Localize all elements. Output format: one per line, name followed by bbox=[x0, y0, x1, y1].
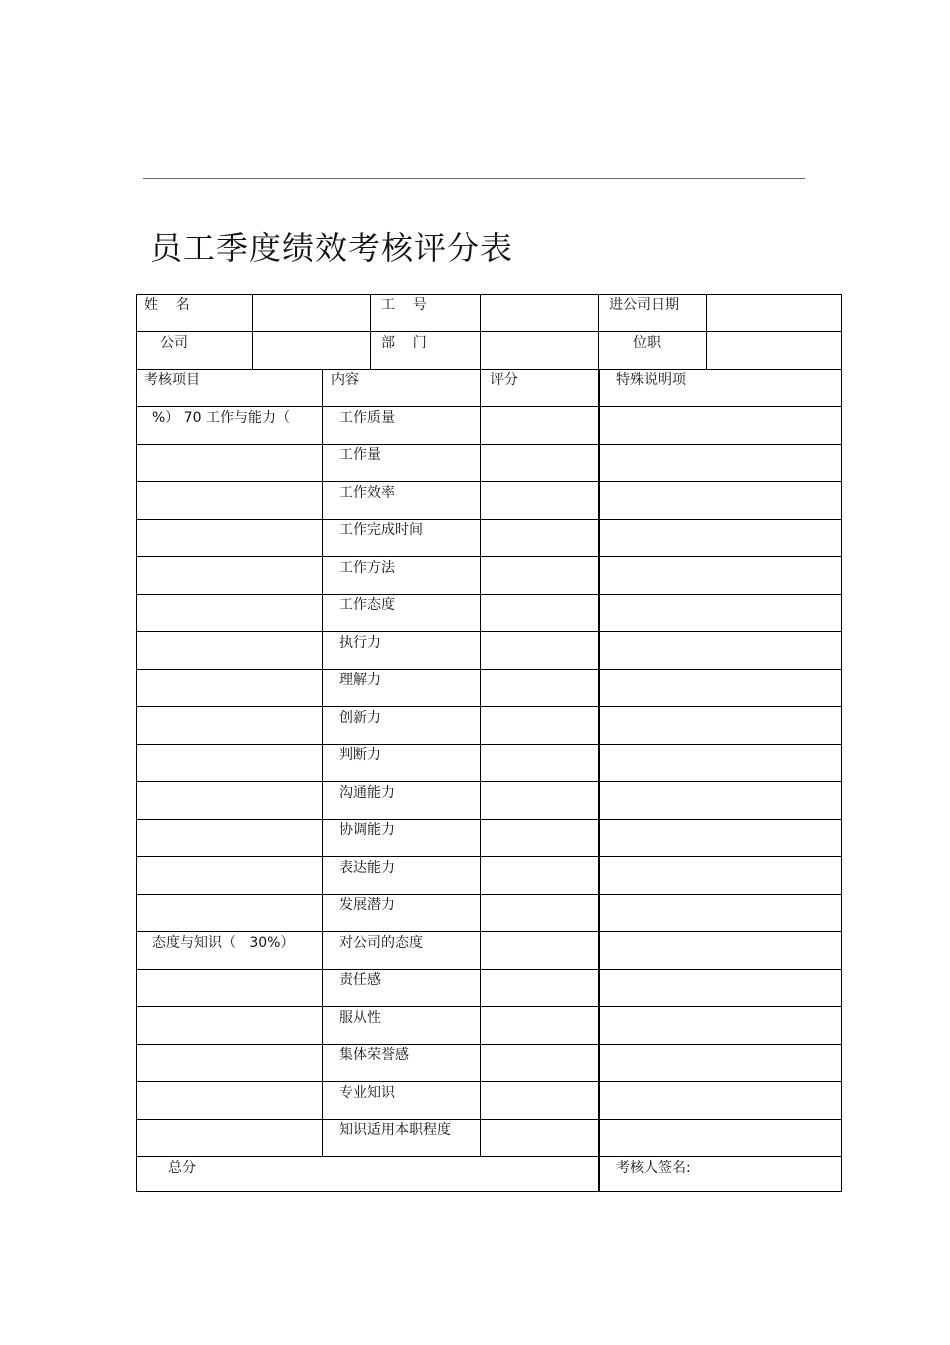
employee-id-label: 工 号 bbox=[381, 297, 427, 313]
content-item: 对公司的态度 bbox=[339, 935, 423, 951]
evaluation-table bbox=[136, 294, 842, 1192]
row-line bbox=[137, 1081, 841, 1082]
name-label: 姓 名 bbox=[144, 297, 190, 313]
row-line bbox=[137, 1006, 841, 1007]
employee-id-field[interactable] bbox=[481, 295, 597, 331]
content-item: 专业知识 bbox=[339, 1085, 395, 1101]
row-line bbox=[137, 556, 841, 557]
row-line bbox=[137, 969, 841, 970]
department-label: 部 门 bbox=[381, 335, 427, 351]
row-line bbox=[137, 1119, 841, 1120]
content-item: 表达能力 bbox=[339, 860, 395, 876]
column-header-content: 内容 bbox=[331, 372, 359, 388]
content-item: 知识适用本职程度 bbox=[339, 1122, 451, 1138]
content-item: 创新力 bbox=[339, 710, 381, 726]
column-header-item: 考核项目 bbox=[144, 372, 200, 388]
row-line bbox=[137, 669, 841, 670]
content-item: 工作效率 bbox=[339, 485, 395, 501]
content-item: 判断力 bbox=[339, 747, 381, 763]
column-header-score: 评分 bbox=[490, 372, 518, 388]
col-line bbox=[480, 295, 481, 1156]
group-label-work-ability: %） 70 工作与能力（ bbox=[152, 410, 291, 426]
group-label-attitude-knowledge: 态度与知识（ 30%） bbox=[152, 935, 295, 951]
content-item: 集体荣誉感 bbox=[339, 1047, 409, 1063]
row-line bbox=[137, 481, 841, 482]
content-item: 工作量 bbox=[339, 447, 381, 463]
row-line bbox=[137, 894, 841, 895]
row-line bbox=[137, 406, 841, 407]
join-date-field[interactable] bbox=[707, 295, 841, 331]
company-field[interactable] bbox=[253, 332, 369, 368]
content-item: 工作态度 bbox=[339, 597, 395, 613]
row-line bbox=[137, 819, 841, 820]
content-item: 工作完成时间 bbox=[339, 522, 423, 538]
row-line bbox=[137, 931, 841, 932]
top-rule bbox=[143, 178, 805, 179]
join-date-label: 进公司日期 bbox=[609, 297, 679, 313]
row-line bbox=[137, 1044, 841, 1045]
content-item: 发展潜力 bbox=[339, 897, 395, 913]
content-item: 理解力 bbox=[339, 672, 381, 688]
row-line bbox=[137, 519, 841, 520]
row-line bbox=[137, 706, 841, 707]
row-line bbox=[137, 631, 841, 632]
content-item: 协调能力 bbox=[339, 822, 395, 838]
total-label: 总分 bbox=[168, 1160, 196, 1176]
col-line bbox=[322, 406, 323, 1156]
name-field[interactable] bbox=[253, 295, 369, 331]
department-field[interactable] bbox=[481, 332, 597, 368]
company-label: 公司 bbox=[160, 335, 188, 351]
col-line bbox=[322, 369, 323, 406]
position-field[interactable] bbox=[707, 332, 841, 368]
position-label: 位职 bbox=[633, 335, 661, 351]
column-header-note: 特殊说明项 bbox=[616, 372, 686, 388]
col-line bbox=[599, 369, 600, 1191]
content-item: 责任感 bbox=[339, 972, 381, 988]
row-line bbox=[137, 594, 841, 595]
row-line bbox=[137, 781, 841, 782]
content-item: 工作质量 bbox=[339, 410, 395, 426]
row-line bbox=[137, 744, 841, 745]
col-line bbox=[370, 295, 371, 369]
page-title: 员工季度绩效考核评分表 bbox=[150, 229, 514, 267]
content-item: 服从性 bbox=[339, 1010, 381, 1026]
row-line bbox=[137, 856, 841, 857]
content-item: 沟通能力 bbox=[339, 785, 395, 801]
reviewer-signature-label: 考核人签名: bbox=[616, 1160, 691, 1176]
row-line bbox=[137, 444, 841, 445]
content-item: 工作方法 bbox=[339, 560, 395, 576]
content-item: 执行力 bbox=[339, 635, 381, 651]
row-line bbox=[137, 369, 841, 370]
total-score-field[interactable] bbox=[481, 1157, 598, 1191]
